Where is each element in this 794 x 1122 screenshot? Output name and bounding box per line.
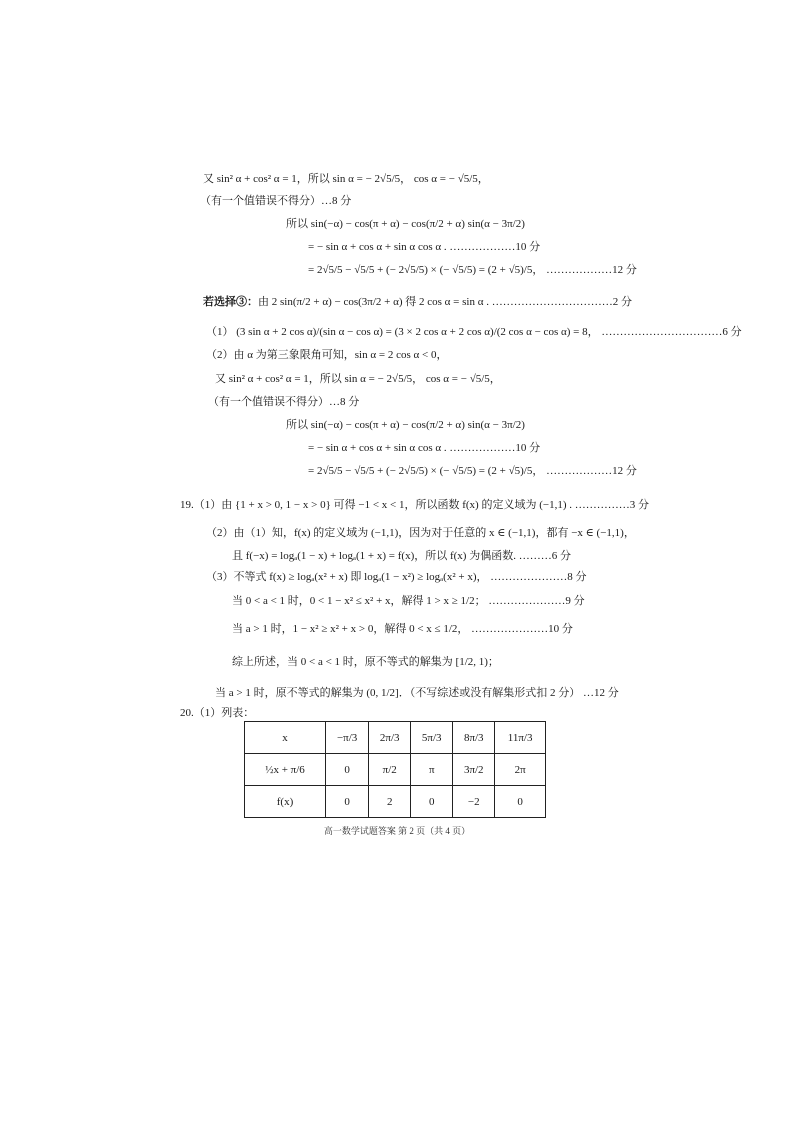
table-cell: 0 — [326, 754, 369, 786]
table-cell: 3π/2 — [453, 754, 495, 786]
line-9: 又 sin² α + cos² α = 1，所以 sin α = − 2√5/5， cos α = − √5/5， — [215, 373, 501, 385]
line-12: = − sin α + cos α + sin α cos α . ………………10 分 — [308, 442, 541, 454]
line-15: （2）由（1）知，f(x) 的定义域为 (−1,1)，因为对于任意的 x ∈ (−1,1)，都有 −x ∈ (−1,1)， — [206, 527, 635, 539]
value-table — [244, 721, 546, 818]
table-cell: −2 — [453, 786, 495, 818]
table-header-row — [245, 722, 546, 754]
table-header-cell: 5π/3 — [411, 722, 453, 754]
table-cell: 0 — [495, 786, 546, 818]
table-header-cell: 11π/3 — [495, 722, 546, 754]
table-header-cell: 8π/3 — [453, 722, 495, 754]
table-cell: π/2 — [369, 754, 411, 786]
line-22: 20.（1）列表： — [180, 707, 255, 719]
line-20: 综上所述，当 0 < a < 1 时，原不等式的解集为 [1/2, 1)； — [232, 656, 499, 668]
line-19: 当 a > 1 时，1 − x² ≥ x² + x > 0，解得 0 < x ≤ 1/2， …………………10 分 — [232, 623, 573, 635]
table-header-cell: x — [245, 722, 326, 754]
table-row — [245, 754, 546, 786]
page-footer: 高一数学试题答案 第 2 页（共 4 页） — [323, 826, 471, 836]
line-16: 且 f(−x) = logₐ(1 − x) + logₐ(1 + x) = f(x)，所以 f(x) 为偶函数. ………6 分 — [232, 550, 571, 562]
table-cell: f(x) — [245, 786, 326, 818]
line-5: = 2√5/5 − √5/5 + (− 2√5/5) × (− √5/5) = (2 + √5)/5， ………………12 分 — [308, 264, 637, 276]
line-13: = 2√5/5 − √5/5 + (− 2√5/5) × (− √5/5) = (2 + √5)/5， ………………12 分 — [308, 465, 637, 477]
line-8: （2）由 α 为第三象限角可知，sin α = 2 cos α < 0， — [206, 349, 448, 361]
line-21: 当 a > 1 时，原不等式的解集为 (0, 1/2]．（不写综述或没有解集形式扣 2 分） …12 分 — [215, 687, 619, 699]
table-header-cell: −π/3 — [326, 722, 369, 754]
line-18: 当 0 < a < 1 时，0 < 1 − x² ≤ x² + x，解得 1 > x ≥ 1/2； …………………9 分 — [232, 595, 585, 607]
table-cell: 2 — [369, 786, 411, 818]
table-header-cell: 2π/3 — [369, 722, 411, 754]
line-6: 若选择③：由 2 sin(π/2 + α) − cos(3π/2 + α) 得 2 cos α = sin α . ……………………………2 分 — [203, 296, 632, 308]
line-4: = − sin α + cos α + sin α cos α . ………………10 分 — [308, 241, 541, 253]
line-11: 所以 sin(−α) − cos(π + α) − cos(π/2 + α) sin(α − 3π/2) — [286, 419, 525, 431]
line-10: （有一个值错误不得分）…8 分 — [208, 396, 360, 408]
line-14: 19.（1）由 {1 + x > 0, 1 − x > 0} 可得 −1 < x < 1，所以函数 f(x) 的定义域为 (−1,1) . ……………3 分 — [180, 499, 650, 511]
line-3: 所以 sin(−α) − cos(π + α) − cos(π/2 + α) sin(α − 3π/2) — [286, 218, 525, 230]
table-cell: 0 — [411, 786, 453, 818]
line-2: （有一个值错误不得分）…8 分 — [200, 195, 352, 207]
line-17: （3）不等式 f(x) ≥ logₐ(x² + x) 即 logₐ(1 − x²) ≥ logₐ(x² + x)， …………………8 分 — [206, 571, 587, 583]
table-row — [245, 786, 546, 818]
table-cell: ½x + π/6 — [245, 754, 326, 786]
table-cell: 2π — [495, 754, 546, 786]
table-cell: π — [411, 754, 453, 786]
line-1: 又 sin² α + cos² α = 1，所以 sin α = − 2√5/5， cos α = − √5/5， — [203, 173, 489, 185]
table-cell: 0 — [326, 786, 369, 818]
line-7: （1） (3 sin α + 2 cos α)/(sin α − cos α) = (3 × 2 cos α + 2 cos α)/(2 cos α − cos α) = 8， ……………………………6 分 — [206, 326, 742, 338]
